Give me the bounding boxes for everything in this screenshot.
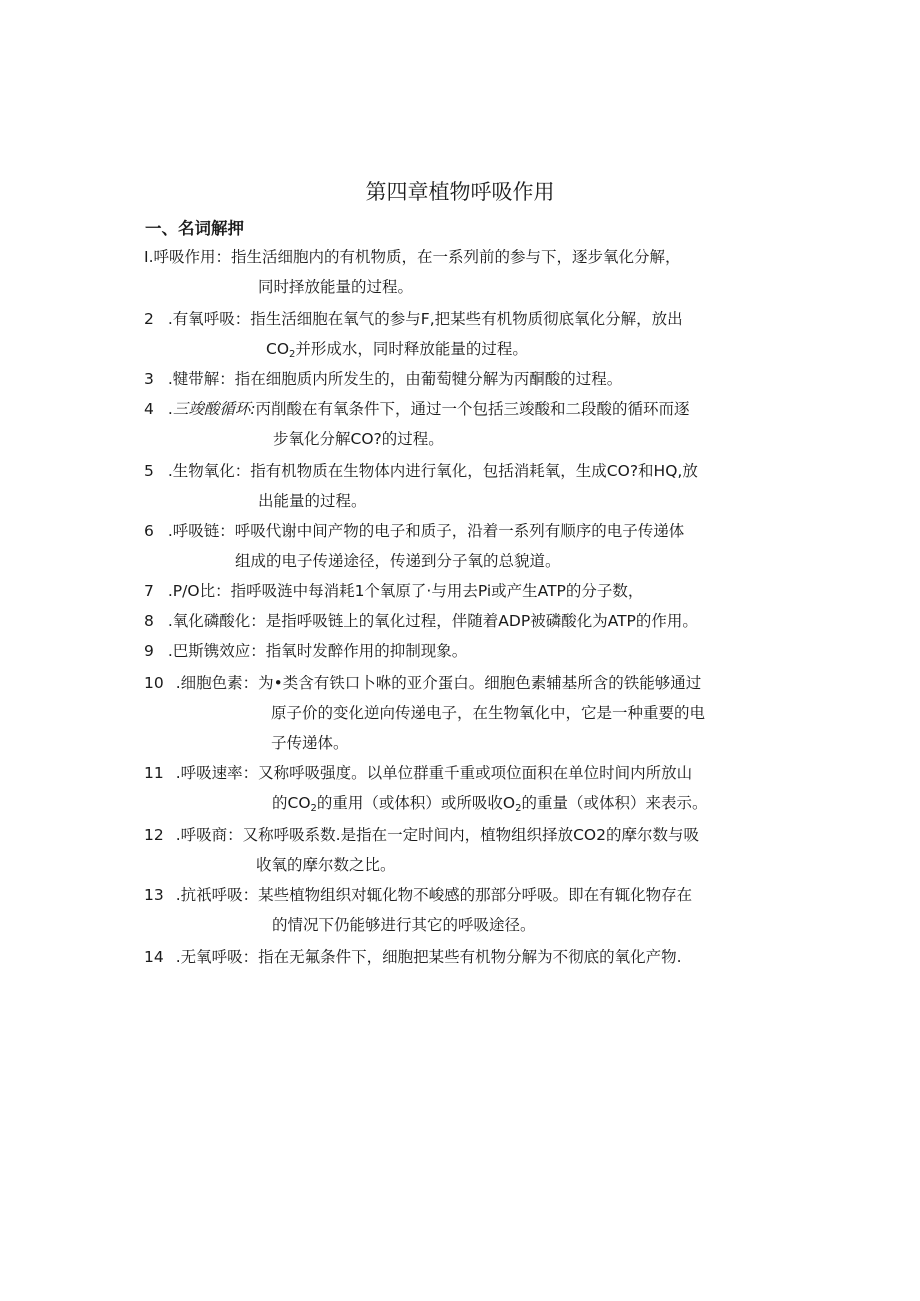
definition-entry-5 [144, 460, 698, 482]
entry-number: 13 [144, 886, 164, 904]
entry-continuation: 的情况下仍能够进行其它的呼吸途径。 [272, 916, 536, 934]
entry-term: 三竣酸循环: [172, 400, 256, 418]
entry-number: I. [144, 248, 154, 266]
definition-entry-7 [144, 580, 643, 602]
subscript: 2 [515, 803, 522, 814]
entry-text: .呼吸速率：又称呼吸强度。以单位群重千重或项位面积在单位时间内所放山 [175, 764, 693, 782]
entry-text: .呼吸商：又称呼吸系数.是指在一定时间内，植物组织择放CO2的摩尔数与吸 [175, 826, 699, 844]
definition-entry-1 [144, 246, 681, 268]
entry-text: 的重用（或体积）或所吸收O [316, 794, 516, 812]
entry-continuation: 子传递体。 [271, 734, 349, 752]
entry-continuation: 同时择放能量的过程。 [258, 278, 414, 296]
definition-entry-9 [144, 640, 467, 662]
entry-continuation: 步氧化分解CO?的过程。 [273, 430, 444, 448]
entry-number: 2 [144, 310, 154, 328]
definition-entry-6 [144, 520, 684, 542]
entry-continuation [272, 792, 708, 814]
entry-text: .巴斯镌效应：指氧时发醉作用的抑制现象。 [167, 642, 468, 660]
entry-text: .抗祇呼吸：某些植物组织对辄化物不峻感的那部分呼吸。即在有辄化物存在 [175, 886, 693, 904]
entry-text: 呼吸作用：指生活细胞内的有机物质，在一系列前的参与下，逐步氧化分解， [153, 248, 681, 266]
entry-number: 5 [144, 462, 154, 480]
entry-text: .生物氧化：指有机物质在生物体内进行氧化，包括消耗氧，生成CO?和HQ,放 [167, 462, 698, 480]
definition-entry-12 [144, 824, 699, 846]
definition-entry-14 [144, 946, 682, 968]
entry-number: 12 [144, 826, 164, 844]
entry-text: 丙削酸在有氧条件下，通过一个包括三竣酸和二段酸的循环而逐 [255, 400, 690, 418]
entry-continuation [266, 338, 528, 360]
entry-text: .犍带解：指在细胞质内所发生的，由葡萄犍分解为丙酮酸的过程。 [167, 370, 623, 388]
entry-number: 3 [144, 370, 154, 388]
entry-text: 的重量（或体积）来表示。 [521, 794, 708, 812]
subscript: 2 [289, 349, 296, 360]
section-heading: 一、名词解押 [145, 219, 244, 238]
definition-entry-10 [144, 672, 701, 694]
entry-text: .细胞色素：为•类含有铁口卜咻的亚介蛋白。细胞色素辅基所含的铁能够通过 [175, 674, 702, 692]
entry-number: 10 [144, 674, 164, 692]
entry-number: 8 [144, 612, 154, 630]
entry-continuation: 组成的电子传递途径，传递到分子氧的总貌道。 [235, 552, 561, 570]
definition-entry-3 [144, 368, 622, 390]
definition-entry-8 [144, 610, 698, 632]
entry-text: .有氧呼吸：指生活细胞在氧气的参与F,把某些有机物质彻底氧化分解，放出 [167, 310, 683, 328]
entry-text: . [167, 400, 173, 418]
entry-text: .氧化磷酸化：是指呼吸链上的氧化过程，伴随着ADP被磷酸化为ATP的作用。 [167, 612, 698, 630]
entry-text: 的CO [272, 794, 311, 812]
entry-text: .P/O比：指呼吸涟中每消耗1个氧原了·与用去Pi或产生ATP的分子数， [167, 582, 644, 600]
entry-continuation: 原子价的变化逆向传递电子，在生物氧化中，它是一种重要的电 [271, 704, 706, 722]
entry-number: 6 [144, 522, 154, 540]
subscript: 2 [310, 803, 317, 814]
definition-entry-4 [144, 398, 690, 420]
entry-text: .无氧呼吸：指在无氟条件下，细胞把某些有机物分解为不彻底的氧化产物. [175, 948, 682, 966]
entry-continuation: 出能量的过程。 [258, 492, 367, 510]
definition-entry-11 [144, 762, 692, 784]
entry-number: 11 [144, 764, 164, 782]
page-title: 第四章植物呼吸作用 [365, 181, 555, 204]
definition-entry-13 [144, 884, 692, 906]
entry-number: 7 [144, 582, 154, 600]
entry-number: 14 [144, 948, 164, 966]
entry-number: 9 [144, 642, 154, 660]
entry-text: 并形成水，同时释放能量的过程。 [295, 340, 528, 358]
entry-continuation: 收氧的摩尔数之比。 [256, 856, 396, 874]
entry-number: 4 [144, 400, 154, 418]
entry-text: .呼吸链：呼吸代谢中间产物的电子和质子，沿着一系列有顺序的电子传递体 [167, 522, 685, 540]
formula-text: CO [266, 340, 290, 358]
definition-entry-2 [144, 308, 683, 330]
